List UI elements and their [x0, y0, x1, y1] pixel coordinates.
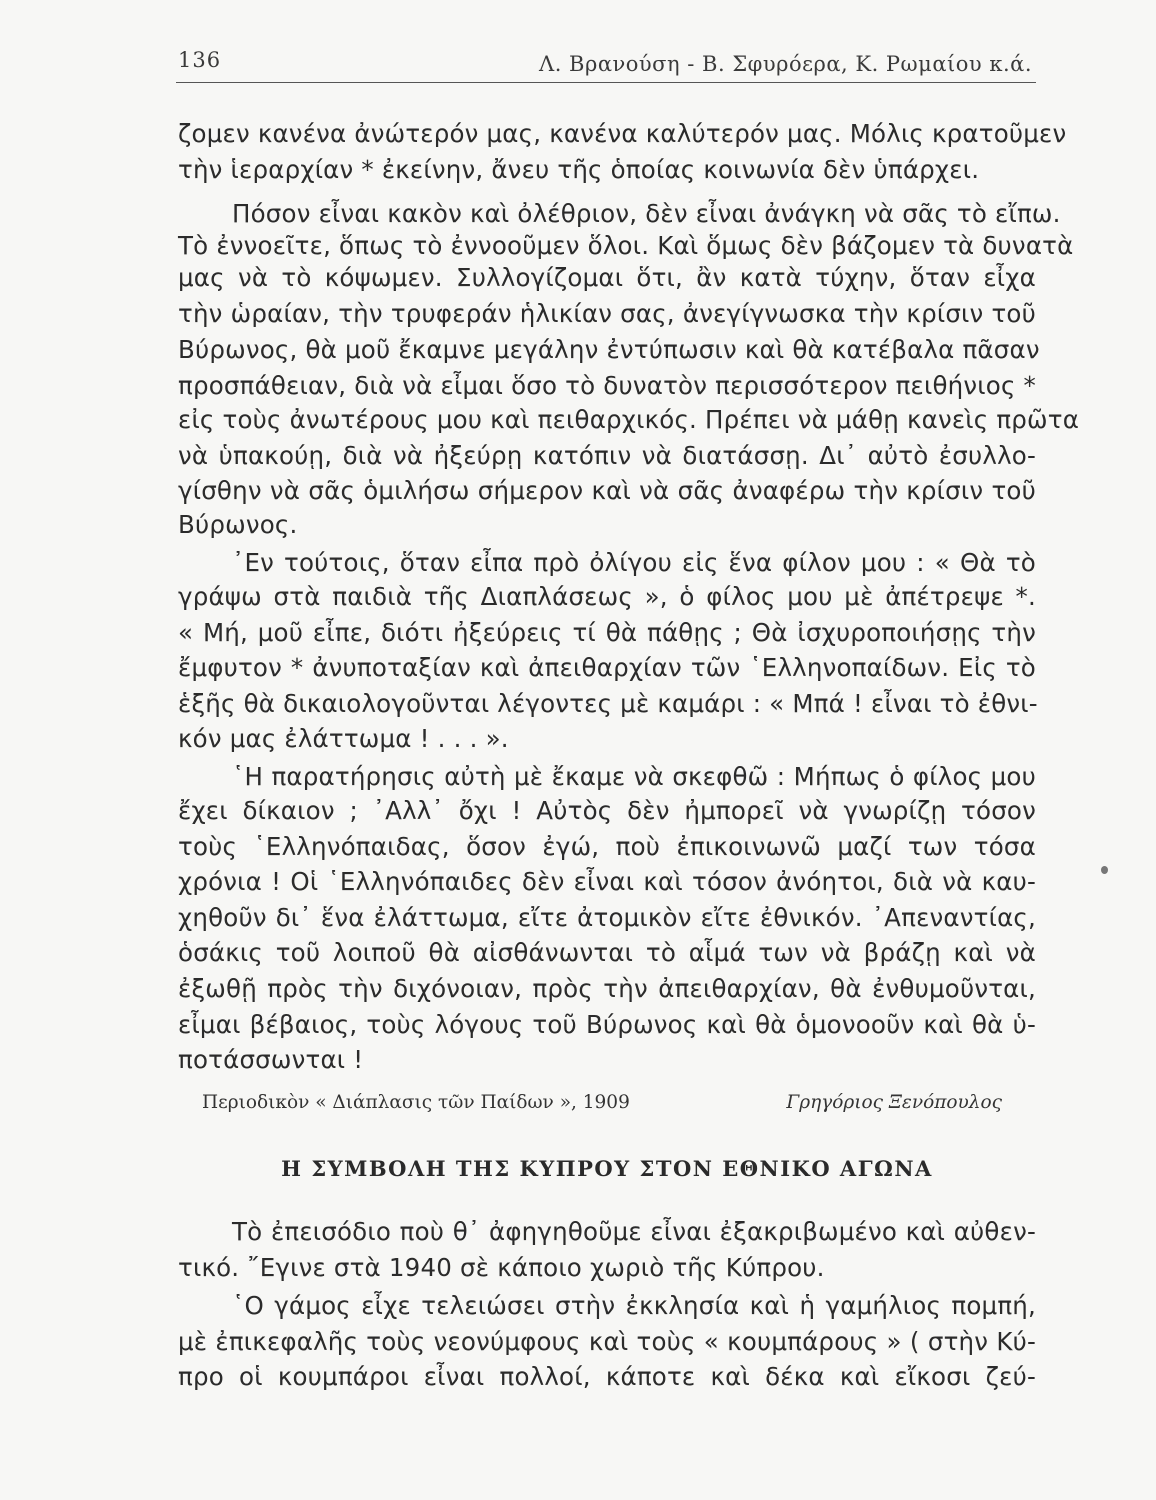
text-line: ἑξῆς θὰ δικαιολογοῦνται λέγοντες μὲ καμάρι : « Μπά ! εἶναι τὸ ἐθνι- [178, 689, 1038, 718]
text-line: ᾽Εν τούτοις, ὅταν εἶπα πρὸ ὀλίγου εἰς ἕνα φίλον μου : « Θὰ τὸ [232, 548, 1036, 577]
text-line: τὴν ἱεραρχίαν * ἐκείνην, ἄνευ τῆς ὁποίας κοινωνία δὲν ὑπάρχει. [178, 155, 980, 184]
text-line: ποτάσσωνται ! [178, 1045, 364, 1074]
text-line: χηθοῦν δι᾽ ἕνα ἐλάττωμα, εἴτε ἀτομικὸν εἴτε ἐθνικόν. ᾽Απεναντίας, [178, 903, 1036, 932]
text-line: προ οἱ κουμπάροι εἶναι πολλοί, κάποτε καὶ δέκα καὶ εἴκοσι ζεύ- [178, 1362, 1036, 1391]
text-line: ἐξωθῇ πρὸς τὴν διχόνοιαν, πρὸς τὴν ἀπειθαρχίαν, θὰ ἐνθυμοῦνται, [178, 974, 1036, 1003]
section-heading: Η ΣΥΜΒΟΛΗ ΤΗΣ ΚΥΠΡΟΥ ΣΤΟΝ ΕΘΝΙΚΟ ΑΓΩΝΑ [281, 1156, 933, 1181]
text-line: τικό. ῎Εγινε στὰ 1940 σὲ κάποιο χωριὸ τῆς Κύπρου. [178, 1253, 825, 1282]
page-header [176, 42, 1036, 83]
text-line: Βύρωνος. [178, 510, 298, 539]
text-line: « Μή, μοῦ εἶπε, διότι ἠξεύρεις τί θὰ πάθῃς ; Θὰ ἰσχυροποιήσῃς τὴν [178, 618, 1036, 647]
text-line: ὁσάκις τοῦ λοιποῦ θὰ αἰσθάνωνται τὸ αἷμά των νὰ βράζῃ καὶ νὰ [178, 938, 1036, 967]
running-title: Λ. Βρανούση - Β. Σφυρόερα, Κ. Ρωμαίου κ.ά. [539, 52, 1032, 76]
text-line: τὴν ὡραίαν, τὴν τρυφεράν ἡλικίαν σας, ἀνεγίγνωσκα τὴν κρίσιν τοῦ [178, 299, 1036, 328]
page-number: 136 [178, 48, 222, 72]
publication-credit: Περιοδικὸν « Διάπλασις τῶν Παίδων », 1909 [202, 1092, 630, 1113]
text-line: εἶμαι βέβαιος, τοὺς λόγους τοῦ Βύρωνος καὶ θὰ ὁμονοοῦν καὶ θὰ ὑ- [178, 1010, 1036, 1039]
scan-speck [1101, 866, 1108, 874]
text-line: γράψω στὰ παιδιὰ τῆς Διαπλάσεως », ὁ φίλος μου μὲ ἀπέτρεψε *. [178, 582, 1036, 611]
text-line: μὲ ἐπικεφαλῆς τοὺς νεονύμφους καὶ τοὺς « κουμπάρους » ( στὴν Κύ- [178, 1327, 1036, 1356]
text-line: χρόνια ! Οἱ ῾Ελληνόπαιδες δὲν εἶναι καὶ τόσον ἀνόητοι, διὰ νὰ καυ- [178, 867, 1036, 896]
text-line: Τὸ ἐπεισόδιο ποὺ θ᾽ ἀφηγηθοῦμε εἶναι ἐξακριβωμένο καὶ αὐθεν- [232, 1217, 1036, 1246]
text-line: εἰς τοὺς ἀνωτέρους μου καὶ πειθαρχικός. Πρέπει νὰ μάθῃ κανεὶς πρῶτα [178, 405, 1080, 434]
text-line: ἔμφυτον * ἀνυποταξίαν καὶ ἀπειθαρχίαν τῶν ῾Ελληνοπαίδων. Εἰς τὸ [178, 653, 1036, 682]
text-line: Τὸ ἐννοεῖτε, ὅπως τὸ ἐννοοῦμεν ὅλοι. Καὶ ὅμως δὲν βάζομεν τὰ δυνατὰ [178, 231, 1074, 260]
author-name: Γρηγόριος Ξενόπουλος [786, 1092, 1002, 1113]
text-line: κόν μας ἐλάττωμα ! . . . ». [178, 724, 509, 753]
text-line: ζομεν κανένα ἀνώτερόν μας, κανένα καλύτερόν μας. Μόλις κρατοῦμεν [178, 119, 1067, 148]
text-line: προσπάθειαν, διὰ νὰ εἶμαι ὅσο τὸ δυνατὸν περισσότερον πειθήνιος * [178, 371, 1036, 400]
text-line: τοὺς ῾Ελληνόπαιδας, ὅσον ἐγώ, ποὺ ἐπικοινωνῶ μαζί των τόσα [178, 832, 1036, 861]
text-line: Πόσον εἶναι κακὸν καὶ ὀλέθριον, δὲν εἶναι ἀνάγκη νὰ σᾶς τὸ εἴπω. [232, 199, 1061, 228]
text-line: ἔχει δίκαιον ; ᾽Αλλ᾽ ὄχι ! Αὐτὸς δὲν ἠμπορεῖ νὰ γνωρίζῃ τόσον [178, 796, 1036, 825]
text-line: ῾Η παρατήρησις αὐτὴ μὲ ἔκαμε νὰ σκεφθῶ : Μήπως ὁ φίλος μου [232, 762, 1036, 791]
text-line: γίσθην νὰ σᾶς ὁμιλήσω σήμερον καὶ νὰ σᾶς ἀναφέρω τὴν κρίσιν τοῦ [178, 476, 1036, 505]
text-line: νὰ ὑπακούῃ, διὰ νὰ ἠξεύρῃ κατόπιν νὰ διατάσσῃ. Δι᾽ αὐτὸ ἐσυλλο- [178, 441, 1036, 470]
text-line: ῾Ο γάμος εἶχε τελειώσει στὴν ἐκκλησία καὶ ἡ γαμήλιος πομπή, [232, 1291, 1036, 1320]
source-citation [202, 1092, 1002, 1120]
text-line: μας νὰ τὸ κόψωμεν. Συλλογίζομαι ὅτι, ἂν κατὰ τύχην, ὅταν εἶχα [178, 263, 1036, 292]
text-line: Βύρωνος, θὰ μοῦ ἔκαμνε μεγάλην ἐντύπωσιν καὶ θὰ κατέβαλα πᾶσαν [178, 335, 1040, 364]
